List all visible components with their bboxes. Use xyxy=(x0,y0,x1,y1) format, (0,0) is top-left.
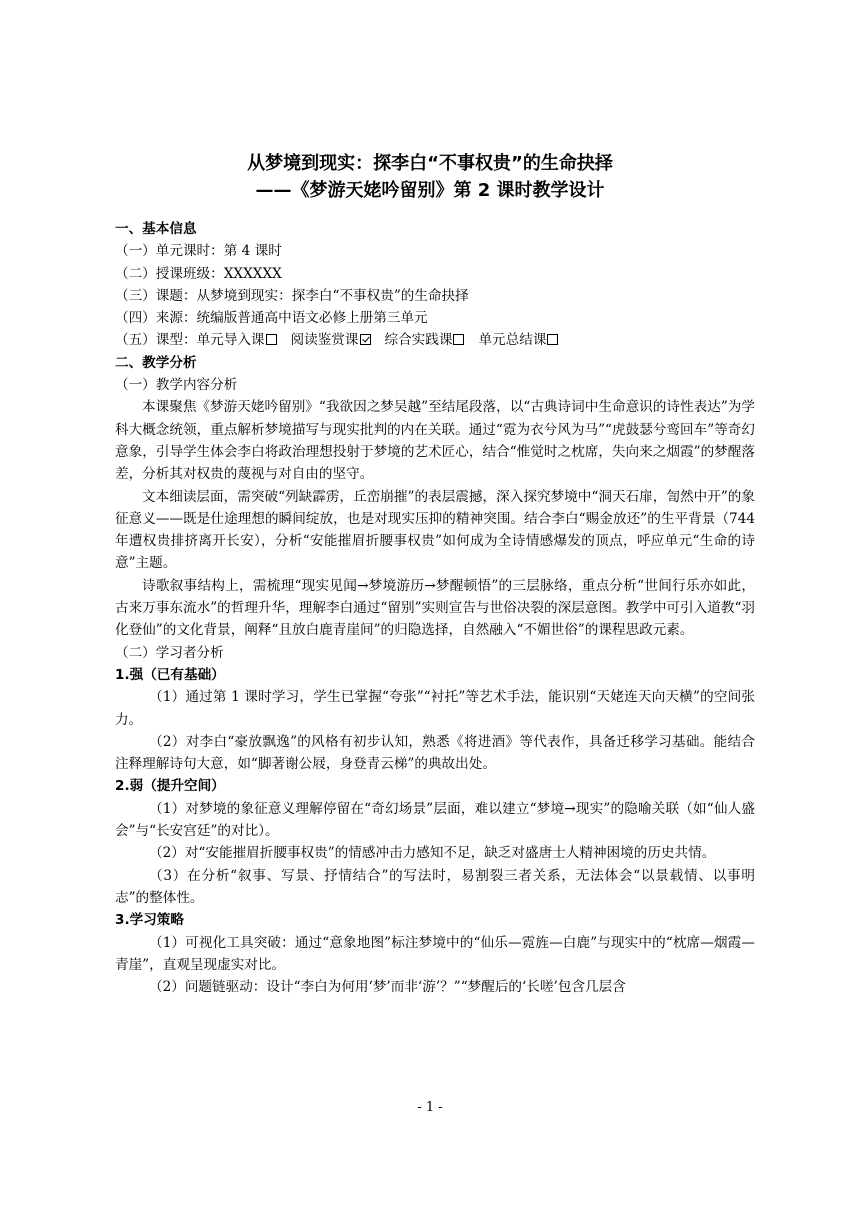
subtitle: ——《梦游天姥吟留别》第 2 课时教学设计 xyxy=(255,180,605,201)
lesson-type-option-reading: 阅读鉴赏课 xyxy=(291,332,385,348)
subheading-strategy: 3.学习策略 xyxy=(115,912,184,929)
weak-paragraph-3: （3）在分析“叙事、写景、抒情结合”的写法时，易割裂三者关系，无法体会“以景载情、以事明志”的整体性。 xyxy=(115,867,755,906)
section-heading-teaching-analysis: 二、教学分析 xyxy=(115,354,197,371)
subheading-content-analysis: （一）教学内容分析 xyxy=(115,377,238,394)
subheading-learner-analysis: （二）学习者分析 xyxy=(115,644,224,661)
info-class: （二）授课班级：XXXXXX xyxy=(115,265,282,282)
lesson-type-option-intro: 单元导入课 xyxy=(197,332,291,348)
info-lesson-type xyxy=(115,329,755,351)
info-unit-lesson: （一）单元课时：第 4 课时 xyxy=(115,243,282,260)
subheading-strong: 1.强（已有基础） xyxy=(115,666,225,683)
checkbox-checked-reading[interactable] xyxy=(360,334,371,345)
document-body xyxy=(115,218,755,998)
weak-paragraph-1: （1）对梦境的象征意义理解停留在“奇幻场景”层面，难以建立“梦境→现实”的隐喻关联（如“仙人盛会”与“长安宫廷”的对比）。 xyxy=(115,800,755,840)
strategy-paragraph-2: （2）问题链驱动：设计“李白为何用‘梦’而非‘游’？”“梦醒后的‘长嗟’包含几层含 xyxy=(149,979,626,996)
content-paragraph-3: 诗歌叙事结构上，需梳理“现实见闻→梦境游历→梦醒顿悟”的三层脉络，重点分析“世间行乐亦如此，古来万事东流水”的哲理升华，理解李白通过“留别”实则宣告与世俗决裂的深层意图。教学中可引入道教“羽化登仙”的文化背景，阐释“且放白鹿青崖间”的归隐选择，自然融入“不媚世俗”的课程思政元素。 xyxy=(115,577,755,639)
lesson-type-option-summary: 单元总结课 xyxy=(478,332,572,348)
info-topic: （三）课题：从梦境到现实：探李白“不事权贵”的生命抉择 xyxy=(115,287,469,304)
checkbox-unchecked-practice[interactable] xyxy=(453,334,464,345)
page-number: - 1 - xyxy=(417,1100,443,1115)
lesson-type-label: （五）课型： xyxy=(115,332,197,349)
section-heading-basic-info: 一、基本信息 xyxy=(115,221,197,237)
content-paragraph-1: 本课聚焦《梦游天姥吟留别》“我欲因之梦吴越”至结尾段落，以“古典诗词中生命意识的诗性表达”为学科大概念统领，重点解析梦境描写与现实批判的内在关联。通过“霓为衣兮风为马”“虎鼓瑟兮鸾回车”等奇幻意象，引导学生体会李白将政治理想投射于梦境的艺术匠心，结合“惟觉时之枕席，失向来之烟霞”的梦醒落差，分析其对权贵的蔑视与对自由的坚守。 xyxy=(115,399,755,483)
strong-paragraph-1: （1）通过第 1 课时学习，学生已掌握“夸张”“衬托”等艺术手法，能识别“天姥连天向天横”的空间张力。 xyxy=(115,689,755,728)
checkbox-unchecked-summary[interactable] xyxy=(547,334,558,345)
strong-paragraph-2: （2）对李白“豪放飘逸”的风格有初步认知，熟悉《将进酒》等代表作，具备迁移学习基础。能结合注释理解诗句大意，如“脚著谢公屐，身登青云梯”的典故出处。 xyxy=(115,733,755,773)
title-block xyxy=(0,150,860,204)
info-source: （四）来源：统编版普通高中语文必修上册第三单元 xyxy=(115,310,428,327)
subheading-weak: 2.弱（提升空间） xyxy=(115,778,225,795)
strategy-paragraph-1: （1）可视化工具突破：通过“意象地图”标注梦境中的“仙乐—霓旌—白鹿”与现实中的“枕席—烟霞—青崖”，直观呈现虚实对比。 xyxy=(115,934,755,973)
checkbox-unchecked-intro[interactable] xyxy=(266,334,277,345)
lesson-type-option-practice: 综合实践课 xyxy=(385,332,479,348)
content-paragraph-2: 文本细读层面，需突破“列缺霹雳，丘峦崩摧”的表层震撼，深入探究梦境中“洞天石扉，訇然中开”的象征意义——既是仕途理想的瞬间绽放，也是对现实压抑的精神突围。结合李白“赐金放还”的生平背景（744 年遭权贵排挤离开长安），分析“安能摧眉折腰事权贵”如何成为全诗情感爆发的顶点，呼应单元“生命的诗意”主题。 xyxy=(115,488,755,572)
weak-paragraph-2: （2）对“安能摧眉折腰事权贵”的情感冲击力感知不足，缺乏对盛唐士人精神困境的历史共情。 xyxy=(149,845,716,862)
main-title: 从梦境到现实：探李白“不事权贵”的生命抉择 xyxy=(247,153,613,174)
